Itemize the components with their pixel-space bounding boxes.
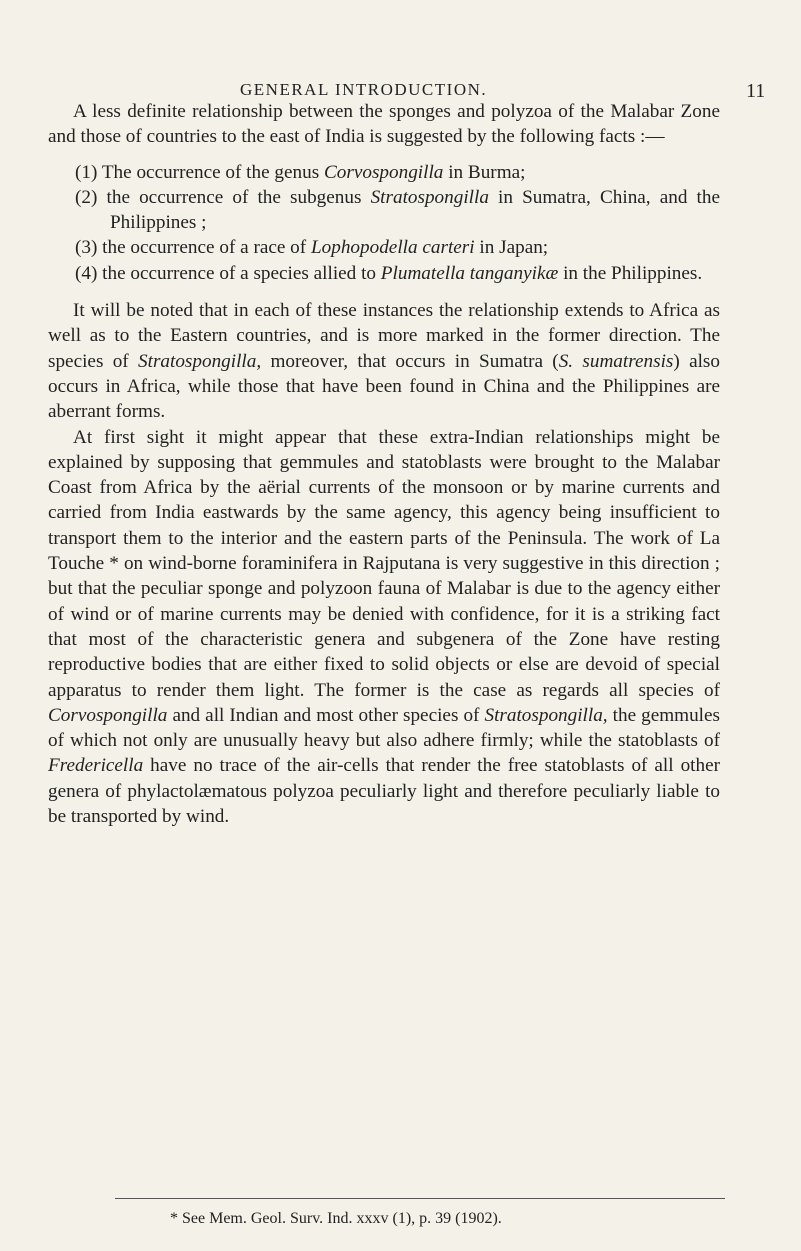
taxon-name: Lophopodella carteri	[310, 237, 475, 259]
paragraph-text: ) also occurs in Africa, while those that have been found in China and the Philippines are aberrant forms.	[48, 350, 720, 423]
fact-text: in the Philippines.	[558, 262, 703, 284]
fact-text: in Sumatra, China, and the Philippines ;	[110, 186, 720, 234]
fact-text: the occurrence of the subgenus	[106, 186, 371, 208]
fact-text: The occurrence of the genus	[101, 161, 324, 183]
taxon-name: Stratospongilla,	[484, 704, 608, 726]
relationship-paragraph	[48, 298, 720, 424]
taxon-name: S. sumatrensis	[558, 350, 674, 372]
fact-text: the occurrence of a species allied to	[102, 262, 381, 284]
intro-paragraph: A less definite relationship between the sponges and polyzoa of the Malabar Zone and those of countries to the east of India is suggested by the following facts :—	[48, 101, 720, 148]
fact-number: (4)	[75, 262, 98, 284]
fact-number: (2)	[75, 186, 98, 208]
paragraph-text: It will be noted that in each of these instances the relationship extends to Africa as well as to the Eastern countries, and is more marked in the former direction. The species of	[48, 300, 720, 372]
taxon-name: Corvospongilla	[323, 161, 444, 183]
body-text	[48, 99, 720, 829]
fact-number: (3)	[75, 237, 98, 259]
taxon-name: Fredericella	[48, 755, 144, 777]
list-item	[48, 235, 720, 260]
taxon-name: Stratospongilla	[370, 186, 489, 208]
dispersal-paragraph	[48, 425, 720, 830]
fact-text: in Burma;	[443, 161, 526, 183]
page-number: 11	[746, 80, 766, 102]
paragraph-text: on wind-borne foraminifera in Rajputana is very suggestive in this direction ; but that the peculiar sponge and polyzoon fauna of Malabar is due to the agency either of wind or of marine currents may be denied with confidence, for it is a striking fact that most of the characteristic genera and subgenera of the Zone have resting reproductive bodies that are either fixed to solid objects or else are devoid of special apparatus to render them light. The former is the case as regards all species of	[48, 553, 720, 701]
paragraph-text: moreover, that occurs in Sumatra (	[261, 350, 559, 372]
fact-text: the occurrence of a race of	[102, 237, 311, 259]
running-head: GENERAL INTRODUCTION.	[240, 80, 488, 99]
footnote-divider	[115, 1198, 725, 1199]
taxon-name: Plumatella tanganyikæ	[380, 262, 559, 284]
fact-number: (1)	[75, 161, 98, 183]
taxon-name: Corvospongilla	[48, 704, 168, 726]
paragraph-text: the gemmules of which not only are unusually heavy but also adhere firmly; while the statoblasts of	[48, 704, 720, 752]
fact-text: in Japan;	[474, 237, 549, 259]
facts-list	[48, 160, 720, 286]
list-item	[48, 185, 720, 236]
paragraph-text: At first sight it might appear that these extra-Indian relationships might be explained by supposing that gemmules and statoblasts were brought to the Malabar Coast from Africa by the aërial currents of the monsoon or by marine currents and carried from India eastwards by the same agency, this agency being insufficient to transport them to the interior and the eastern parts of the Peninsula. The work of La Touche	[48, 426, 720, 575]
footnote-marker: *	[104, 553, 124, 575]
taxon-name: Stratospongilla,	[138, 350, 262, 372]
list-item	[48, 261, 720, 286]
footnote: * See Mem. Geol. Surv. Ind. xxxv (1), p. 39 (1902).	[170, 1210, 502, 1227]
list-item	[48, 160, 720, 185]
paragraph-text: and all Indian and most other species of	[167, 704, 485, 726]
paragraph-text: have no trace of the air-cells that render the free statoblasts of all other genera of phylactolæmatous polyzoa peculiarly light and therefore peculiarly liable to be transported by wind.	[48, 755, 720, 828]
